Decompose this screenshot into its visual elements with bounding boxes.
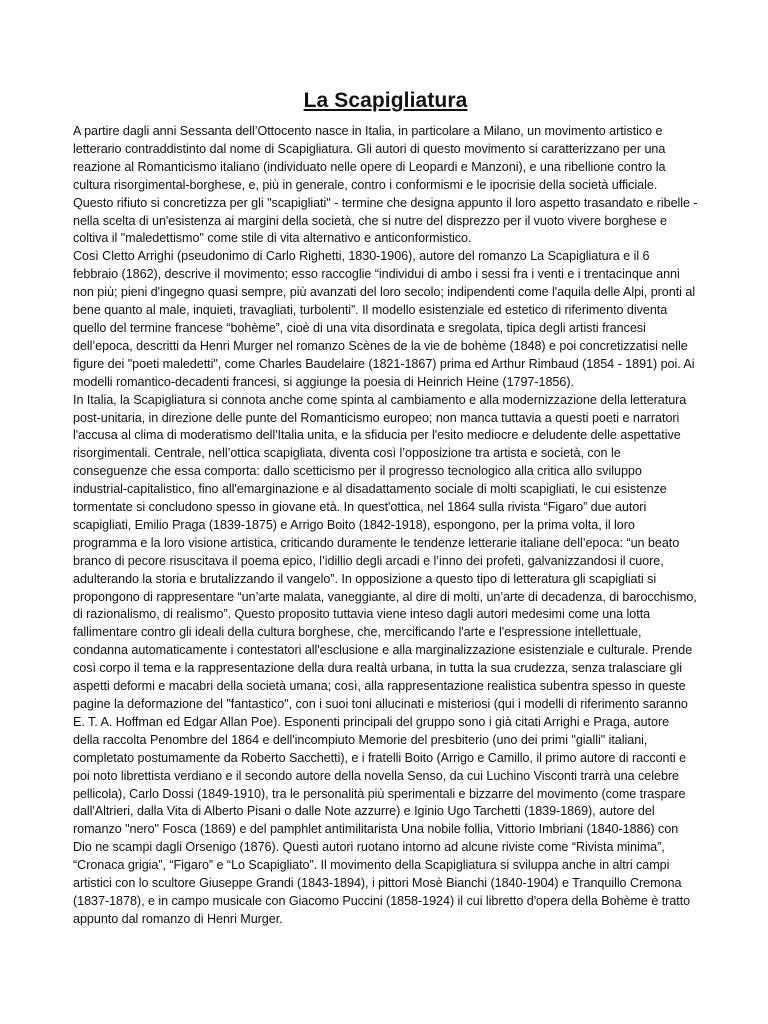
document-title: La Scapigliatura <box>303 89 468 112</box>
document-page <box>73 88 698 929</box>
paragraph-intro: A partire dagli anni Sessanta dell’Ottocento nasce in Italia, in particolare a Milano, un movimento artistico e letterario contraddistinto dal nome di Scapigliatura. Gli autori di questo movimento si caratterizzano per una reazione al Romanticismo italiano (individuato nelle opere di Leopardi e Manzoni), e una ribellione contro la cultura risorgimental-borghese, e, più in generale, contro i conformismi e le ipocrisie della società ufficiale. Questo rifiuto si concretizza per gli "scapigliati" - termine che designa appunto il loro aspetto trasandato e ribelle - nella scelta di un'esistenza ai margini della società, che si nutre del disprezzo per il vuoto vivere borghese e coltiva il "maledettismo" come stile di vita alternativo e anticonformistico. <box>73 124 698 246</box>
paragraph-arrighi: Così Cletto Arrighi (pseudonimo di Carlo Righetti, 1830-1906), autore del romanzo La Scapigliatura e il 6 febbraio (1862), descrive il movimento; esso raccoglie “individui di ambo i sessi fra i venti e i trentacinque anni non più; pieni d'ingegno quasi sempre, più avanzati del loro secolo; indipendenti come l'aquila delle Alpi, pronti al bene quanto al male, inquieti, travagliati, turbolenti”. Il modello esistenziale ed estetico di riferimento diventa quello del termine francese “bohème”, cioè di una vita disordinata e sregolata, tipica degli artisti francesi dell’epoca, descritti da Henri Murger nel romanzo Scènes de la vie de bohème (1848) e poi concretizzatisi nelle figure dei "poeti maledetti", come Charles Baudelaire (1821-1867) prima ed Arthur Rimbaud (1854 - 1891) poi. Ai modelli romantico-decadenti francesi, si aggiunge la poesia di Heinrich Heine (1797-1856). <box>73 249 696 389</box>
paragraph-italia: In Italia, la Scapigliatura si connota anche come spinta al cambiamento e alla modernizzazione della letteratura post-unitaria, in direzione delle punte del Romanticismo europeo; non manca tuttavia a questi poeti e narratori l'accusa al clima di moderatismo dell'Italia unita, e la sfiducia per l'esito mediocre e deludente delle aspettative risorgimentali. Centrale, nell’ottica scapigliata, diventa così l’opposizione tra artista e società, con le conseguenze che essa comporta: dallo scetticismo per il progresso tecnologico alla critica allo sviluppo industrial-capitalistico, fino all'emarginazione e al disadattamento sociale di molti scapigliati, le cui esistenze tormentate si concludono spesso in giovane età. In quest'ottica, nel 1864 sulla rivista “Figaro” due autori scapigliati, Emilio Praga (1839-1875) e Arrigo Boito (1842-1918), espongono, per la prima volta, il loro programma e la loro visione artistica, criticando duramente le tendenze letterarie italiane dell’epoca: “un beato branco di pecore risuscitava il poema epico, l’idillio degli arcadi e l’inno dei profeti, galvanizzandosi il cuore, adulterando la storia e brutalizzando il vangelo”. In opposizione a questo tipo di letteratura gli scapigliati si propongono di rappresentare “un’arte malata, vaneggiante, al dire di molti, un’arte di decadenza, di barocchismo, di razionalismo, di realismo”. Questo proposito tuttavia viene inteso dagli autori medesimi come una lotta fallimentare contro gli ideali della cultura borghese, che, mercificando l'arte e l'espressione intellettuale, condanna automaticamente i contestatori all'esclusione e alla marginalizzazione esistenziale e culturale. Prende così corpo il tema e la rappresentazione della dura realtà urbana, in tutta la sua crudezza, senza tralasciare gli aspetti deformi e macabri della società umana; così, alla rappresentazione realistica subentra spesso in queste pagine la deformazione del "fantastico", con i suoi toni allucinati e misteriosi (qui i modelli di riferimento saranno E. T. A. Hoffman ed Edgar Allan Poe). Esponenti principali del gruppo sono i già citati Arrighi e Praga, autore della raccolta Penombre del 1864 e dell'incompiuto Memorie del presbiterio (uno dei primi "gialli" italiani, completato postumamente da Roberto Sacchetti), e i fratelli Boito (Arrigo e Camillo, il primo autore di racconti e poi noto librettista verdiano e il secondo autore della novella Senso, da cui Luchino Visconti trarrà una celebre pellicola), Carlo Dossi (1849-1910), tra le personalità più sperimentali e bizzarre del movimento (come traspare dall'Altrieri, dalla Vita di Alberto Pisani o dalle Note azzurre) e Iginio Ugo Tarchetti (1839-1869), autore del romanzo "nero" Fosca (1869) e del pamphlet antimilitarista Una nobile follia, Vittorio Imbriani (1840-1886) con Dio ne scampi dagli Orsenigo (1876). Questi autori ruotano intorno ad alcune riviste come “Rivista minima”, “Cronaca grigia”, “Figaro” e “Lo Scapigliato”. Il movimento della Scapigliatura si sviluppa anche in altri campi artistici con lo scultore Giuseppe Grandi (1843-1894), i pittori Mosè Bianchi (1840-1904) e Tranquillo Cremona (1837-1878), e in campo musicale con Giacomo Puccini (1858-1924) il cui libretto d'opera della Bohème è tratto appunto dal romanzo di Henri Murger. <box>73 392 697 926</box>
